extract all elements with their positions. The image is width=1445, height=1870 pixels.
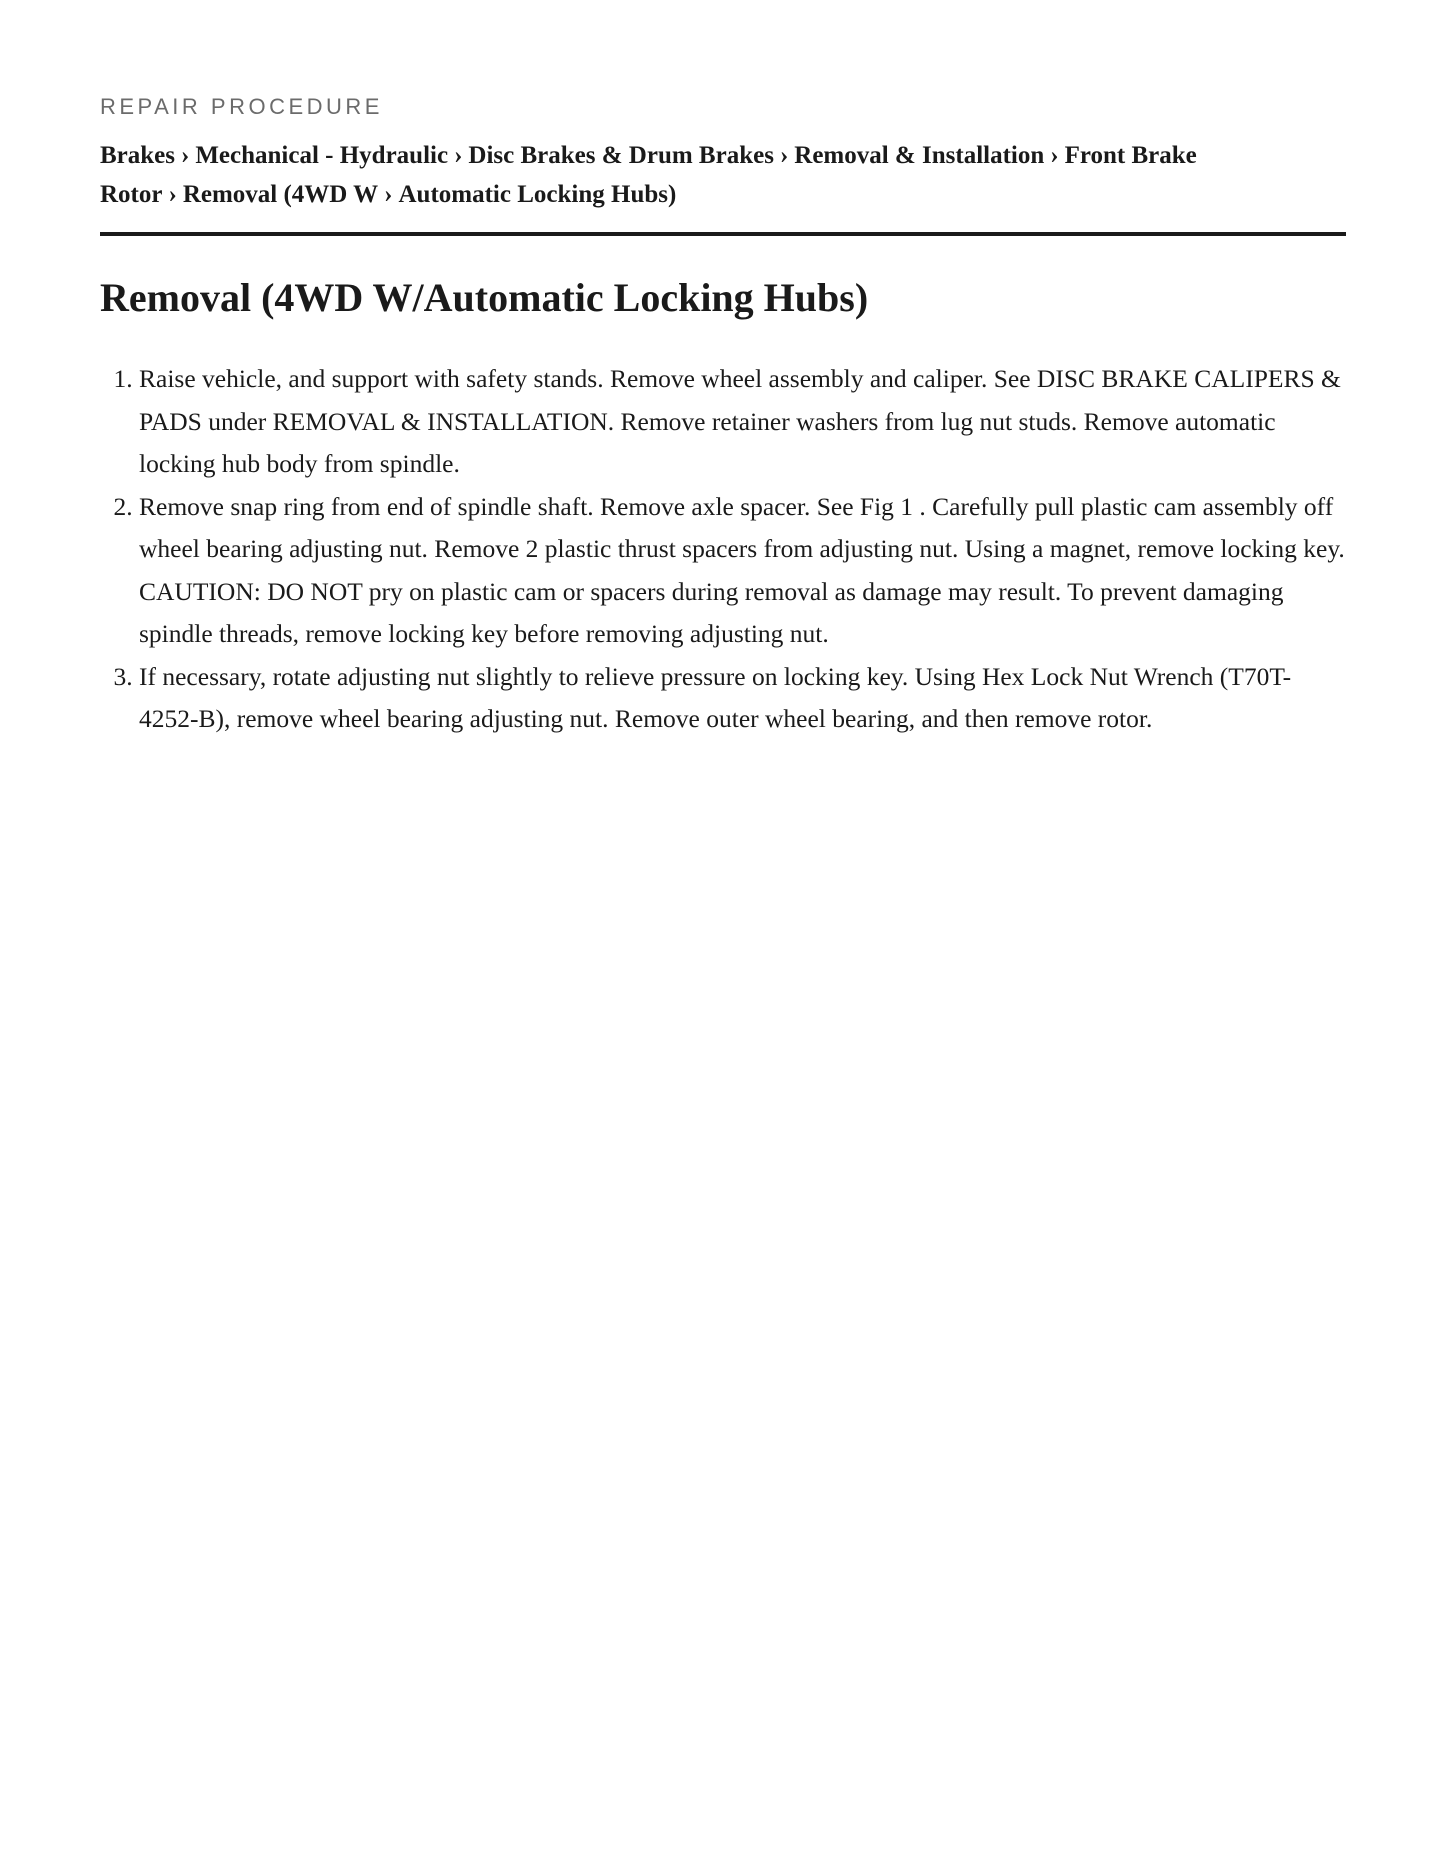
- breadcrumb-separator: ›: [779, 142, 789, 169]
- breadcrumb-item-brakes[interactable]: Brakes: [100, 142, 175, 169]
- breadcrumb-item-current: Automatic Locking Hubs): [398, 181, 677, 208]
- breadcrumb-separator: ›: [384, 181, 393, 208]
- page-title: Removal (4WD W/Automatic Locking Hubs): [100, 275, 869, 320]
- breadcrumb-separator: ›: [168, 181, 177, 208]
- breadcrumb-separator: ›: [454, 142, 463, 169]
- breadcrumb-item-mechanical-hydraulic[interactable]: Mechanical - Hydraulic: [195, 142, 449, 169]
- breadcrumb-separator: ›: [181, 142, 190, 169]
- procedure-step-2: [139, 486, 1346, 656]
- breadcrumb-separator: ›: [1050, 142, 1059, 169]
- procedure-step-3: [139, 656, 1346, 741]
- breadcrumb-item-disc-drum-brakes[interactable]: Disc Brakes & Drum Brakes: [468, 142, 774, 169]
- breadcrumb-item-front-brake-rotor[interactable]: Front Brake Rotor: [100, 142, 1197, 208]
- breadcrumb: [100, 136, 1346, 236]
- breadcrumb-item-removal-4wd[interactable]: Removal (4WD W: [182, 181, 379, 208]
- breadcrumb-item-removal-installation[interactable]: Removal & Installation: [794, 142, 1045, 169]
- step-text: 2. Remove snap ring from end of spindle shaft. Remove axle spacer. See Fig 1 . Carefully pull plastic cam assembly off wheel bearing adjusting nut. Remove 2 plastic thrust spacers from adjusting nut. Using a magnet, remove locking key.: [139, 491, 1345, 563]
- section-kicker: REPAIR PROCEDURE: [100, 94, 383, 119]
- caution-note: CAUTION: DO NOT pry on plastic cam or spacers during removal as damage may result. To prevent damaging spindle threads, remove locking key before removing adjusting nut.: [139, 576, 1284, 648]
- procedure-steps: [100, 358, 1346, 741]
- step-text: 3. If necessary, rotate adjusting nut slightly to relieve pressure on locking key. Using Hex Lock Nut Wrench (T70T-4252-B), remove wheel bearing adjusting nut. Remove outer wheel bearing, and then remove rotor.: [139, 661, 1292, 733]
- document-page: [100, 92, 1346, 741]
- procedure-step-1: [139, 358, 1346, 486]
- step-text: 1. Raise vehicle, and support with safety stands. Remove wheel assembly and caliper. See DISC BRAKE CALIPERS & PADS under REMOVAL & INSTALLATION. Remove retainer washers from lug nut studs. Remove automatic locking hub body from spindle.: [139, 364, 1341, 478]
